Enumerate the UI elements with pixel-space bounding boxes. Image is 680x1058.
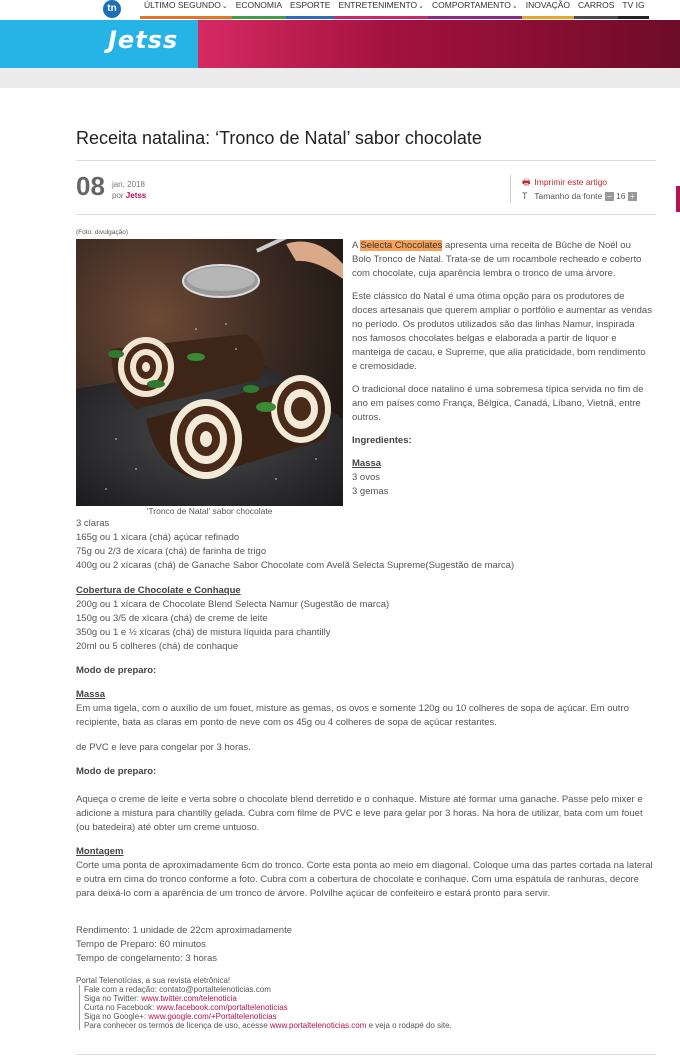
print-label: Imprimir este artigo [534, 177, 608, 187]
photo-credit: (Foto: divulgação) [76, 229, 129, 236]
nav-item-label: CARROS [578, 0, 615, 10]
cobertura-preparo-text: Aqueça o creme de leite e verta sobre o chocolate blend derretido e o conhaque. Misture até formar uma ganache. Passe pelo mixer e adicione a mistura para chantilly gelada. Cubra com filme de PVC e leve para gelar por 3 horas. Na hora de utilizar, bata com um fouet (ou batedeira) até obter um creme untuoso. [76, 794, 643, 833]
jetss-logo[interactable]: Jetss [108, 26, 179, 54]
montagem-section [76, 845, 656, 901]
font-decrease-button[interactable]: − [605, 192, 614, 201]
article-footer [76, 976, 656, 1030]
cobertura-item: 350g ou 1 e ½ xícaras (chá) de mistura líquida para chantilly [76, 627, 331, 638]
footer-contact: Fale com a redação: contato@portaltelenoticias.com [76, 985, 656, 994]
nav-item-entretenimento[interactable] [334, 0, 428, 20]
divider [76, 214, 656, 215]
facebook-label: Curta no Facebook: [84, 1003, 157, 1012]
nav-item-underline [428, 16, 522, 19]
terms-text-start: Para conhecer os termos de licença de uso, acesse [84, 1021, 270, 1030]
twitter-link[interactable]: www.twitter.com/telenoticia [141, 994, 237, 1003]
nav-item-label: ESPORTE [289, 0, 331, 10]
side-accent [676, 186, 680, 212]
article-byline [112, 190, 146, 201]
article-title: Receita natalina: ‘Tronco de Natal’ sabor chocolate [76, 128, 482, 148]
footer-intro: Portal Telenotícias, a sua revista eletrônica! [76, 976, 231, 985]
cobertura-item: 20ml ou 5 colheres (chá) de conhaque [76, 641, 239, 652]
nav-menu [140, 0, 649, 20]
massa-preparo [76, 688, 656, 730]
nav-item-carros[interactable] [574, 0, 618, 20]
nav-item-label: INOVAÇÃO [525, 0, 571, 10]
article-photo [76, 239, 343, 506]
massa-item: 75g ou 2/3 de xícara (chá) de farinha de trigo [76, 546, 267, 557]
yield-info [76, 924, 656, 966]
intro-paragraph-2: Este clássico do Natal é uma ótima opção para os produtores de doces artesanais que querem ampliar o portfólio e aumentar as vendas no período. Os produtos utilizados são das linhas Namur, inspirada nos famosos chocolates belgas e elaborada a partir de liquor e manteiga de cacau, e Supreme, que alia praticidade, bom rendimento e cremosidade. [352, 291, 652, 372]
site-header [0, 20, 680, 68]
article-intro [352, 239, 652, 499]
massa-list-cont [76, 517, 656, 573]
nav-item-economia[interactable] [232, 0, 286, 20]
massa-item: 165g ou 1 xícara (chá) açúcar refinado [76, 532, 240, 543]
yield-line: Rendimento: 1 unidade de 22cm aproximadamente [76, 925, 292, 936]
massa-item: 3 gemas [352, 486, 389, 497]
nav-item-label: ENTRETENIMENTO [338, 0, 418, 10]
nav-item-underline [574, 16, 618, 19]
nav-item-tv-ig[interactable] [618, 0, 648, 20]
facebook-link[interactable]: www.facebook.com/portaltelenoticias [156, 1003, 288, 1012]
cobertura-item: 200g ou 1 xícara de Chocolate Blend Selecta Namur (Sugestão de marca) [76, 599, 390, 610]
intro-p1-start: A [352, 240, 361, 251]
massa-preparo-text-2: de PVC e leve para congelar por 3 horas. [76, 742, 251, 753]
header-divider [0, 68, 680, 88]
nav-item-último-segundo[interactable] [140, 0, 232, 20]
article-day: 08 [76, 171, 105, 201]
article-month-year: jan, 2018 [112, 180, 145, 189]
intro-paragraph-3: O tradicional doce natalino é uma sobremesa típica servida no fim de ano em países como França, Bélgica, Canadá, Líbano, Vietnã, entre outros. [352, 384, 644, 423]
byline-prefix: por [112, 191, 124, 200]
nav-item-underline [140, 16, 232, 19]
yield-line: Tempo de congelamento: 3 horas [76, 953, 218, 964]
montagem-text: Corte uma ponta de aproximadamente 6cm do tronco. Corte esta ponta ao meio em diagonal. Coloque uma das partes cortada na lateral e outra em cima do tronco conforme a foto. Cubra com a cobertura de chocolate e conhaque. Com uma espátula de ranhuras, decore para deixá-lo com a aparência de um tronco de árvore. Polvilhe açúcar de confeiteiro e estará pronto para servir. [76, 860, 653, 899]
author-link[interactable]: Jetss [125, 191, 147, 200]
font-size-value: 16 [616, 191, 626, 201]
nav-item-label: TV IG [622, 0, 645, 10]
massa-preparo-text: Em uma tigela, com o auxílio de um fouet, misture as gemas, os ovos e somente 120g ou 10 colheres de sopa de açúcar. Em outro recipiente, bata as claras em ponto de neve com os 45g ou 4 colheres de sopa de açúcar restantes. [76, 703, 629, 728]
nav-item-underline [334, 16, 428, 19]
top-navigation [0, 0, 680, 20]
massa-preparo-heading: Massa [76, 689, 106, 700]
massa-item: 400g ou 2 xícaras (chá) de Ganache Sabor Chocolate com Avelã Selecta Supreme(Sugestão de marca) [76, 560, 515, 571]
footer-twitter [76, 994, 656, 1003]
yield-line: Tempo de Preparo: 60 minutos [76, 939, 206, 950]
intro-p1-end: apresenta uma receita de Bûche de Noël ou Bolo Tronco de Natal. Trata-se de um rocambole recheado e coberto com chocolate, cuja aparência lembra o tronco de uma árvore. [352, 240, 642, 279]
article-meta [112, 179, 146, 201]
twitter-label: Siga no Twitter: [84, 994, 142, 1003]
google-link[interactable]: www.google.com/+Portaltelenoticias [148, 1012, 277, 1021]
modo-preparo-heading: Modo de preparo: [76, 665, 157, 676]
massa-heading: Massa [352, 458, 382, 469]
nav-item-underline [286, 16, 334, 19]
nav-item-underline [522, 16, 574, 19]
article-tools [510, 175, 637, 203]
nav-item-inovação[interactable] [522, 0, 574, 20]
nav-item-underline [232, 16, 286, 19]
cobertura-heading: Cobertura de Chocolate e Conhaque [76, 585, 241, 596]
ingredients-heading: Ingredientes: [352, 435, 412, 446]
nav-item-label: ECONOMIA [235, 0, 282, 10]
header-banner [198, 20, 680, 68]
selecta-link[interactable]: Selecta Chocolates [360, 240, 443, 251]
nav-item-label: ÚLTIMO SEGUNDO [144, 0, 221, 10]
font-size-label: Tamanho da fonte [534, 191, 603, 201]
footer-terms [76, 1021, 656, 1030]
massa-item: 3 ovos [352, 472, 380, 483]
nav-item-comportamento[interactable] [428, 0, 522, 20]
photo-caption: ‘Tronco de Natal’ sabor chocolate [146, 506, 273, 516]
divider [76, 1054, 656, 1055]
modo-preparo-heading-2: Modo de preparo: [76, 766, 157, 777]
montagem-heading: Montagem [76, 846, 124, 857]
terms-link[interactable]: www.portaltelenoticias.com [269, 1021, 367, 1030]
terms-text-end: e veja o rodapé do site. [366, 1021, 452, 1030]
cobertura-section [76, 584, 656, 654]
print-link[interactable] [522, 175, 637, 189]
footer-facebook [76, 1003, 656, 1012]
yule-log-image [76, 239, 343, 506]
nav-item-label: COMPORTAMENTO [432, 0, 511, 10]
nav-item-esporte[interactable] [286, 0, 334, 20]
google-label: Siga no Google+: [84, 1012, 149, 1021]
intro-paragraph-1 [352, 239, 652, 281]
massa-item: 3 claras [76, 518, 110, 529]
divider [76, 160, 656, 161]
chevron-down-icon: ⌄ [221, 3, 228, 10]
portal-logo[interactable]: tn [103, 0, 121, 18]
nav-item-underline [618, 16, 648, 19]
chevron-down-icon: ⌄ [418, 3, 425, 10]
text-size-icon: T [522, 191, 528, 201]
chevron-down-icon: ⌄ [511, 3, 518, 10]
font-increase-button[interactable]: + [628, 192, 637, 201]
footer-google [76, 1012, 656, 1021]
printer-icon: 🖶 [522, 177, 531, 187]
font-size-control [522, 189, 637, 203]
cobertura-item: 150g ou 3/5 de xícara (chá) de creme de leite [76, 613, 268, 624]
